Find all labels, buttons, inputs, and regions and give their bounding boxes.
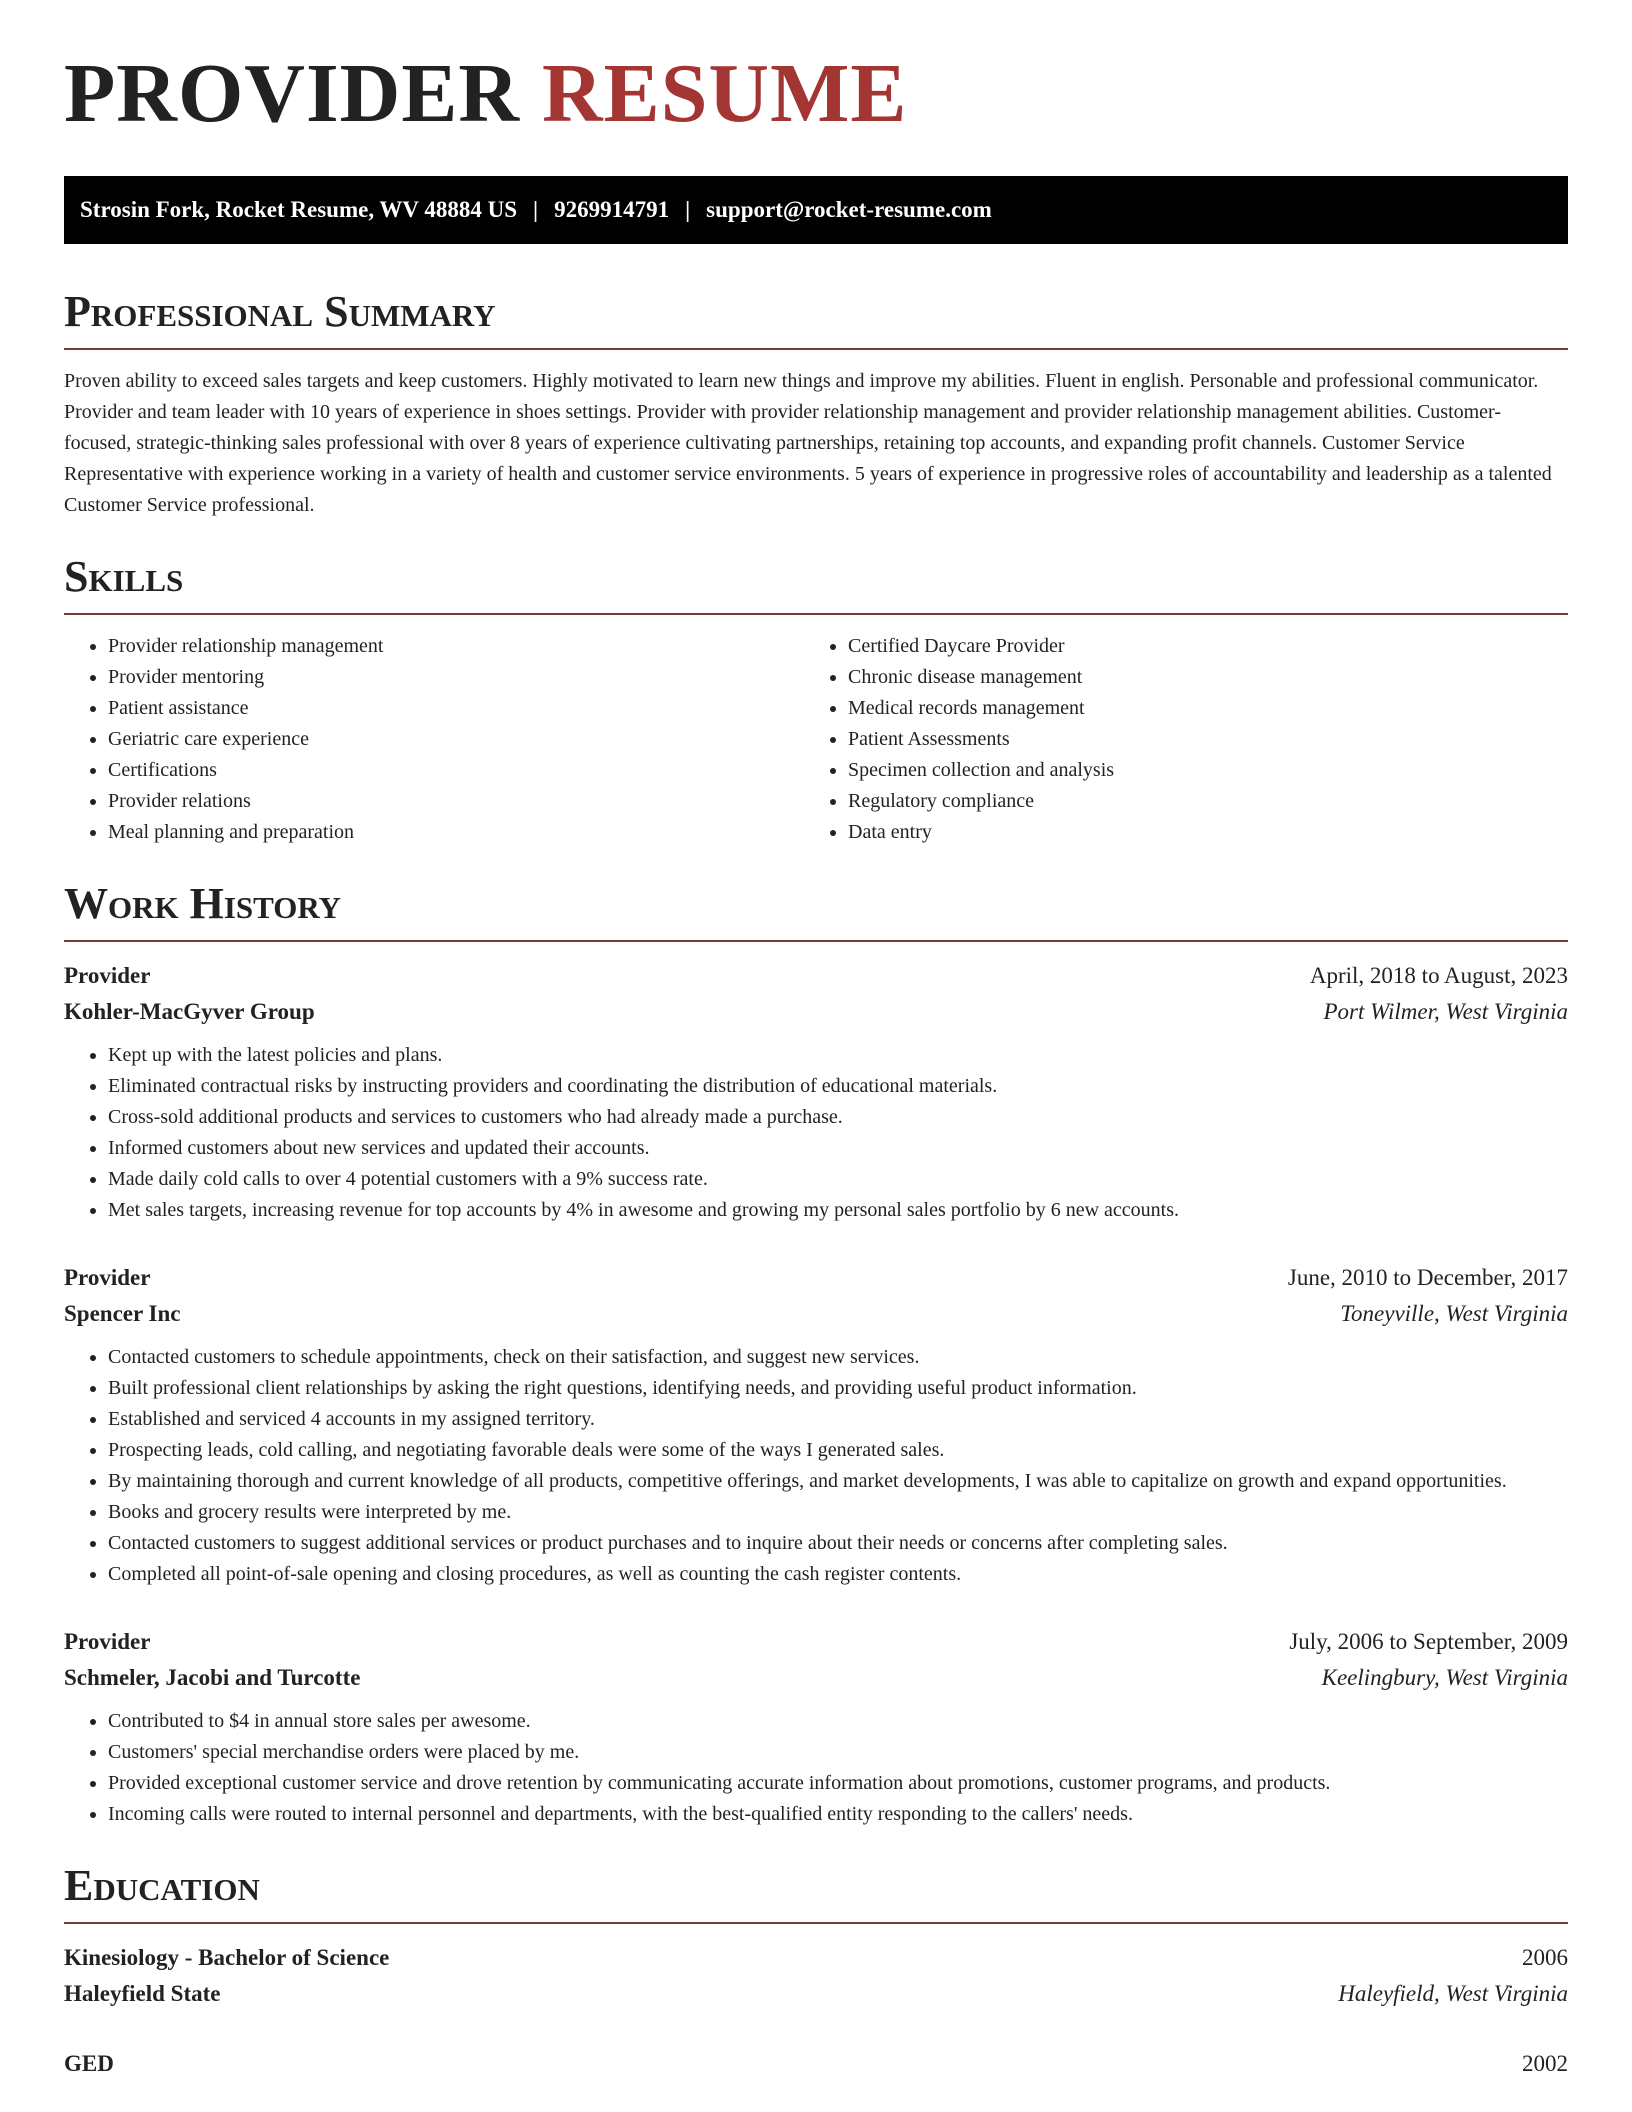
section-divider xyxy=(64,348,1568,350)
skill-item: • Patient Assessments xyxy=(848,724,1544,755)
education-header-row xyxy=(64,2046,1568,2082)
section-title-summary: Professional Summary xyxy=(64,287,496,336)
section-divider xyxy=(64,613,1568,615)
job-dates: April, 2018 to August, 2023 xyxy=(1309,963,1568,988)
resume-name xyxy=(64,0,1568,140)
section-title-work: Work History xyxy=(64,879,342,928)
job-bullet: • Met sales targets, increasing revenue for top accounts by 4% in awesome and growing my personal sales portfolio by 6 new accounts. xyxy=(108,1195,1568,1226)
job-bullet: • Completed all point-of-sale opening and closing procedures, as well as counting the cash register contents. xyxy=(108,1559,1568,1590)
name-first: PROVIDER xyxy=(64,47,521,140)
skill-item: • Regulatory compliance xyxy=(848,786,1544,817)
skills-section xyxy=(64,552,1568,848)
job-bullets xyxy=(64,1040,1568,1226)
skills-list-right xyxy=(804,631,1544,848)
work-section xyxy=(64,879,1568,1830)
job-header-row xyxy=(64,1624,1568,1660)
job-bullet: • Customers' special merchandise orders were placed by me. xyxy=(108,1737,1568,1768)
job-company-row xyxy=(64,1296,1568,1332)
skill-item: • Provider relations xyxy=(108,786,804,817)
job-bullet: • By maintaining thorough and current knowledge of all products, competitive offerings, and market developments, I was able to capitalize on growth and expand opportunities. xyxy=(108,1466,1568,1497)
job-bullet: • Kept up with the latest policies and plans. xyxy=(108,1040,1568,1071)
job-bullet: • Provided exceptional customer service and drove retention by communicating accurate information about promotions, customer programs, and products. xyxy=(108,1768,1568,1799)
education-school: Haleyfield State xyxy=(64,1981,221,2006)
skill-item: • Specimen collection and analysis xyxy=(848,755,1544,786)
job-company: Schmeler, Jacobi and Turcotte xyxy=(64,1665,361,1690)
section-divider xyxy=(64,1922,1568,1924)
skill-item: • Meal planning and preparation xyxy=(108,817,804,848)
job-location: Toneyville, West Virginia xyxy=(1340,1301,1568,1326)
job-bullet: • Made daily cold calls to over 4 potential customers with a 9% success rate. xyxy=(108,1164,1568,1195)
job-location: Port Wilmer, West Virginia xyxy=(1323,999,1568,1024)
skill-item: • Certifications xyxy=(108,755,804,786)
job-entry xyxy=(64,1624,1568,1830)
job-header-row xyxy=(64,1260,1568,1296)
summary-section xyxy=(64,287,1568,521)
summary-text: Proven ability to exceed sales targets and keep customers. Highly motivated to learn new things and improve my abilities. Fluent in english. Personable and professional communicator. Provider and team leader with 10 years of experience in shoes settings. Provider with provider relationship management and provider relationship management abilities. Customer-focused, strategic-thinking sales professional with over 8 years of experience cultivating partnerships, retaining top accounts, and expanding profit channels. Customer Service Representative with experience working in a variety of health and customer service environments. 5 years of experience in progressive roles of accountability and leadership as a talented Customer Service professional. xyxy=(64,370,1552,516)
skill-item: • Certified Daycare Provider xyxy=(848,631,1544,662)
education-entry xyxy=(64,1940,1568,2012)
skill-item: • Provider relationship management xyxy=(108,631,804,662)
skill-item: • Medical records management xyxy=(848,693,1544,724)
job-bullet: • Contacted customers to schedule appointments, check on their satisfaction, and suggest new services. xyxy=(108,1342,1568,1373)
job-location: Keelingbury, West Virginia xyxy=(1321,1665,1568,1690)
education-degree: GED xyxy=(64,2051,114,2076)
job-title: Provider xyxy=(64,1629,151,1654)
education-section xyxy=(64,1861,1568,2082)
skill-item: • Chronic disease management xyxy=(848,662,1544,693)
skill-item: • Data entry xyxy=(848,817,1544,848)
education-school-row xyxy=(64,1976,1568,2012)
job-bullet: • Contributed to $4 in annual store sales per awesome. xyxy=(108,1706,1568,1737)
education-location: Haleyfield, West Virginia xyxy=(1338,1981,1568,2006)
education-entry xyxy=(64,2046,1568,2082)
skill-item: • Geriatric care experience xyxy=(108,724,804,755)
job-entry xyxy=(64,1260,1568,1590)
job-bullet: • Prospecting leads, cold calling, and negotiating favorable deals were some of the ways I generated sales. xyxy=(108,1435,1568,1466)
section-title-skills: Skills xyxy=(64,552,184,601)
contact-separator: | xyxy=(533,197,539,222)
job-bullet: • Cross-sold additional products and services to customers who had already made a purchase. xyxy=(108,1102,1568,1133)
skill-item: • Provider mentoring xyxy=(108,662,804,693)
education-header-row xyxy=(64,1940,1568,1976)
skill-item: • Patient assistance xyxy=(108,693,804,724)
education-year: 2006 xyxy=(1522,1945,1568,1970)
section-divider xyxy=(64,940,1568,942)
name-last: RESUME xyxy=(542,47,908,140)
contact-address: Strosin Fork, Rocket Resume, WV 48884 US xyxy=(80,197,518,222)
job-bullet: • Eliminated contractual risks by instructing providers and coordinating the distribution of educational materials. xyxy=(108,1071,1568,1102)
job-bullet: • Established and serviced 4 accounts in my assigned territory. xyxy=(108,1404,1568,1435)
job-bullet: • Contacted customers to suggest additional services or product purchases and to inquire about their needs or concerns after completing sales. xyxy=(108,1528,1568,1559)
job-bullet: • Incoming calls were routed to internal personnel and departments, with the best-qualified entity responding to the callers' needs. xyxy=(108,1799,1568,1830)
contact-email: support@rocket-resume.com xyxy=(706,197,992,222)
skills-columns xyxy=(64,631,1568,848)
contact-separator: | xyxy=(685,197,691,222)
job-company-row xyxy=(64,994,1568,1030)
job-company-row xyxy=(64,1660,1568,1696)
job-title: Provider xyxy=(64,963,151,988)
job-title: Provider xyxy=(64,1265,151,1290)
skills-list-left xyxy=(64,631,804,848)
job-entry xyxy=(64,958,1568,1226)
job-dates: June, 2010 to December, 2017 xyxy=(1287,1265,1568,1290)
education-year: 2002 xyxy=(1522,2051,1568,2076)
job-bullet: • Informed customers about new services and updated their accounts. xyxy=(108,1133,1568,1164)
contact-bar xyxy=(64,176,1568,244)
contact-phone: 9269914791 xyxy=(554,197,670,222)
job-bullets xyxy=(64,1342,1568,1590)
job-bullets xyxy=(64,1706,1568,1830)
job-bullet: • Built professional client relationships by asking the right questions, identifying needs, and providing useful product information. xyxy=(108,1373,1568,1404)
section-title-education: Education xyxy=(64,1861,260,1910)
education-degree: Kinesiology - Bachelor of Science xyxy=(64,1945,390,1970)
job-dates: July, 2006 to September, 2009 xyxy=(1289,1629,1568,1654)
job-bullet: • Books and grocery results were interpreted by me. xyxy=(108,1497,1568,1528)
job-company: Spencer Inc xyxy=(64,1301,181,1326)
job-header-row xyxy=(64,958,1568,994)
job-company: Kohler-MacGyver Group xyxy=(64,999,315,1024)
